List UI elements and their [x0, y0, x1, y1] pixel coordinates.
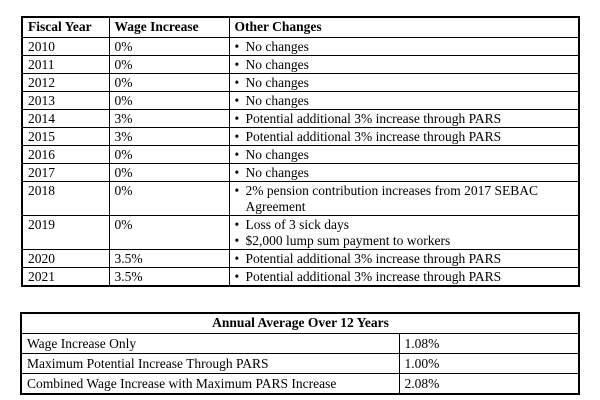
- summary-label-cell: Combined Wage Increase with Maximum PARS Increase: [21, 374, 399, 395]
- fiscal-year-cell: 2019: [22, 216, 109, 250]
- bullet-icon: •: [234, 232, 240, 248]
- fiscal-year-cell: 2018: [22, 182, 109, 216]
- bullet-item-text: No changes: [245, 92, 309, 108]
- bullet-item-text: No changes: [245, 56, 309, 72]
- summary-label-cell: Wage Increase Only: [21, 334, 399, 354]
- fiscal-year-cell: 2011: [22, 56, 109, 74]
- wage-increase-cell: 0%: [109, 92, 229, 110]
- fiscal-year-cell: 2015: [22, 128, 109, 146]
- bullet-item: [235, 269, 575, 285]
- col-header-wage-increase: Wage Increase: [109, 17, 229, 38]
- bullet-item-text: Potential additional 3% increase through PARS: [245, 268, 502, 284]
- wage-table-row: [22, 164, 579, 182]
- bullet-item-text: Potential additional 3% increase through PARS: [245, 128, 502, 144]
- wage-table-row: [22, 146, 579, 164]
- bullet-item-text: No changes: [245, 146, 309, 162]
- other-changes-cell: [229, 268, 579, 287]
- fiscal-year-cell: 2014: [22, 110, 109, 128]
- other-changes-cell: [229, 128, 579, 146]
- bullet-item: [235, 111, 575, 127]
- wage-increase-cell: 0%: [109, 216, 229, 250]
- col-header-other-changes: Other Changes: [229, 17, 579, 38]
- summary-table-row: [21, 374, 579, 395]
- bullet-item-text: No changes: [245, 74, 309, 90]
- fiscal-year-cell: 2013: [22, 92, 109, 110]
- wage-increase-cell: 3.5%: [109, 268, 229, 287]
- summary-table-row: [21, 334, 579, 354]
- summary-table-row: [21, 354, 579, 374]
- bullet-item-text: No changes: [245, 38, 309, 54]
- other-changes-cell: [229, 110, 579, 128]
- summary-label-cell: Maximum Potential Increase Through PARS: [21, 354, 399, 374]
- bullet-item: [235, 93, 575, 109]
- wage-increase-table: [21, 16, 580, 287]
- bullet-icon: •: [234, 92, 240, 108]
- summary-table-title: Annual Average Over 12 Years: [21, 313, 579, 334]
- wage-increase-cell: 0%: [109, 56, 229, 74]
- bullet-item-text: Potential additional 3% increase through PARS: [245, 250, 502, 266]
- wage-table-header-row: [22, 17, 579, 38]
- bullet-icon: •: [234, 250, 240, 266]
- other-changes-cell: [229, 216, 579, 250]
- bullet-icon: •: [234, 146, 240, 162]
- fiscal-year-cell: 2017: [22, 164, 109, 182]
- other-changes-cell: [229, 164, 579, 182]
- bullet-icon: •: [234, 110, 240, 126]
- summary-table-header-row: [21, 313, 579, 334]
- bullet-item-text: Potential additional 3% increase through PARS: [245, 110, 502, 126]
- bullet-item: [235, 39, 575, 55]
- bullet-item: [235, 165, 575, 181]
- wage-table-row: [22, 268, 579, 287]
- bullet-item: [235, 217, 575, 233]
- other-changes-cell: [229, 38, 579, 56]
- other-changes-cell: [229, 146, 579, 164]
- bullet-icon: •: [234, 38, 240, 54]
- bullet-item: [235, 129, 575, 145]
- summary-value-cell: 1.00%: [399, 354, 579, 374]
- wage-table-row: [22, 182, 579, 216]
- other-changes-cell: [229, 250, 579, 268]
- wage-increase-cell: 3.5%: [109, 250, 229, 268]
- wage-increase-cell: 0%: [109, 146, 229, 164]
- wage-increase-cell: 0%: [109, 74, 229, 92]
- bullet-icon: •: [234, 74, 240, 90]
- bullet-item-text: Loss of 3 sick days: [245, 216, 349, 232]
- annual-average-table: [20, 312, 580, 395]
- wage-increase-cell: 0%: [109, 164, 229, 182]
- wage-table-row: [22, 110, 579, 128]
- wage-table-row: [22, 56, 579, 74]
- wage-table-row: [22, 92, 579, 110]
- other-changes-cell: [229, 92, 579, 110]
- bullet-icon: •: [234, 128, 240, 144]
- bullet-item: [235, 57, 575, 73]
- bullet-icon: •: [234, 182, 240, 198]
- col-header-fiscal-year: Fiscal Year: [22, 17, 109, 38]
- summary-value-cell: 2.08%: [399, 374, 579, 395]
- wage-table-row: [22, 38, 579, 56]
- wage-increase-cell: 0%: [109, 182, 229, 216]
- fiscal-year-cell: 2021: [22, 268, 109, 287]
- wage-increase-cell: 3%: [109, 110, 229, 128]
- bullet-icon: •: [234, 56, 240, 72]
- other-changes-cell: [229, 182, 579, 216]
- fiscal-year-cell: 2020: [22, 250, 109, 268]
- summary-value-cell: 1.08%: [399, 334, 579, 354]
- fiscal-year-cell: 2010: [22, 38, 109, 56]
- wage-increase-cell: 3%: [109, 128, 229, 146]
- bullet-icon: •: [234, 216, 240, 232]
- bullet-item: [235, 75, 575, 91]
- bullet-icon: •: [234, 164, 240, 180]
- bullet-item-text: No changes: [245, 164, 309, 180]
- wage-table-row: [22, 128, 579, 146]
- bullet-item: [235, 233, 575, 249]
- other-changes-cell: [229, 74, 579, 92]
- wage-increase-cell: 0%: [109, 38, 229, 56]
- bullet-item: [235, 251, 575, 267]
- fiscal-year-cell: 2016: [22, 146, 109, 164]
- fiscal-year-cell: 2012: [22, 74, 109, 92]
- wage-table-row: [22, 250, 579, 268]
- bullet-item-text: $2,000 lump sum payment to workers: [245, 232, 451, 248]
- summary-table-body: [21, 334, 579, 395]
- bullet-item: [235, 183, 575, 215]
- wage-table-row: [22, 216, 579, 250]
- bullet-item: [235, 147, 575, 163]
- wage-table-body: [22, 38, 579, 287]
- wage-table-row: [22, 74, 579, 92]
- bullet-icon: •: [234, 268, 240, 284]
- other-changes-cell: [229, 56, 579, 74]
- bullet-item-text: 2% pension contribution increases from 2017 SEBAC Agreement: [245, 182, 538, 214]
